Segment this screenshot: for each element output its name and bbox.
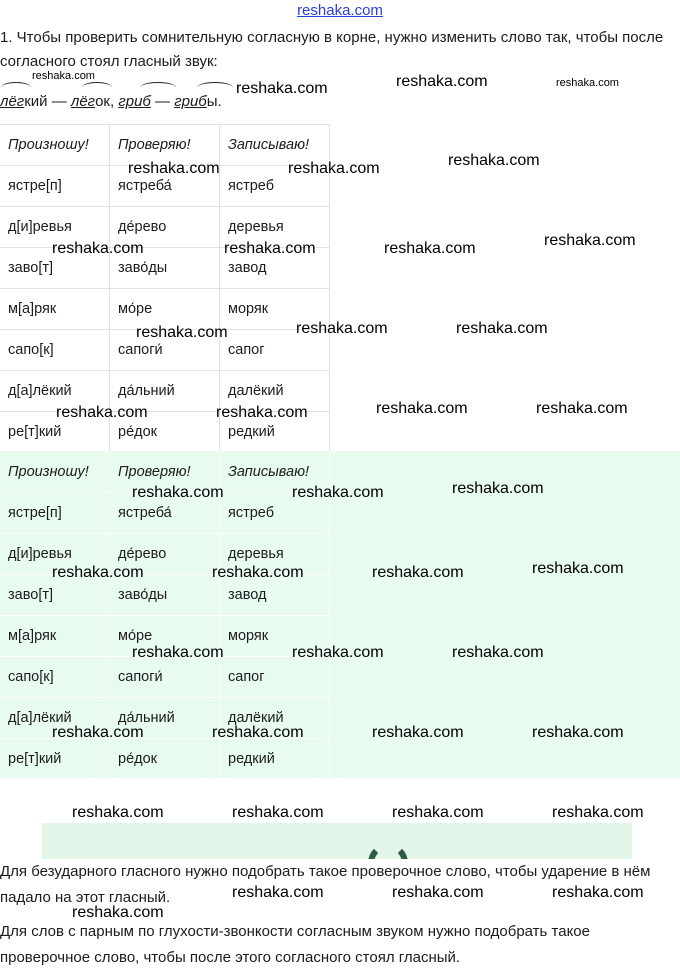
rule-vowel-text: Для безударного гласного нужно подобрать такое проверочное слово, чтобы ударение в нём падало на этот гласный.: [0, 859, 676, 911]
cell-pronounce: д[и]ревья: [0, 207, 110, 248]
watermark-text: reshaka.com: [132, 484, 224, 501]
example-ending: ы.: [206, 93, 222, 110]
watermark-text: reshaka.com: [56, 404, 148, 421]
watermark-text: reshaka.com: [452, 644, 544, 661]
watermark-text: reshaka.com: [552, 884, 644, 901]
cell-pronounce: сапо[к]: [0, 657, 110, 698]
watermark-text: reshaka.com: [72, 804, 164, 821]
watermark-text: reshaka.com: [224, 240, 316, 257]
cell-pronounce: ре[т]кий: [0, 412, 110, 453]
watermark-text: reshaka.com: [556, 77, 619, 89]
watermark-text: reshaka.com: [216, 404, 308, 421]
watermark-text: reshaka.com: [136, 324, 228, 341]
site-link[interactable]: reshaka.com: [297, 2, 383, 19]
cell-write: ястреб: [220, 493, 330, 534]
watermark-text: reshaka.com: [52, 724, 144, 741]
watermark-text: reshaka.com: [532, 560, 624, 577]
watermark-text: reshaka.com: [132, 644, 224, 661]
cell-write: редкий: [220, 739, 330, 780]
watermark-text: reshaka.com: [532, 724, 624, 741]
example-words: [0, 93, 222, 110]
watermark-text: reshaka.com: [384, 240, 476, 257]
watermark-text: reshaka.com: [392, 884, 484, 901]
watermark-text: reshaka.com: [128, 160, 220, 177]
example-root: гриб: [174, 93, 207, 110]
watermark-text: reshaka.com: [296, 320, 388, 337]
cell-write: далёкий: [220, 371, 330, 412]
ad-banner[interactable]: [42, 823, 632, 859]
cell-pronounce: сапо[к]: [0, 330, 110, 371]
watermark-text: reshaka.com: [52, 564, 144, 581]
header-write: Записываю!: [220, 452, 330, 493]
watermark-text: reshaka.com: [456, 320, 548, 337]
example-root: гриб: [118, 93, 151, 110]
watermark-text: reshaka.com: [552, 804, 644, 821]
example-root: лёг: [70, 93, 96, 110]
cell-pronounce: ястре[п]: [0, 493, 110, 534]
cell-pronounce: ре[т]кий: [0, 739, 110, 780]
watermark-text: reshaka.com: [72, 904, 164, 921]
watermark-text: reshaka.com: [448, 152, 540, 169]
cell-check: ре́док: [110, 739, 220, 780]
watermark-text: reshaka.com: [292, 484, 384, 501]
cell-pronounce: д[и]ревья: [0, 534, 110, 575]
task-text: 1. Чтобы проверить сомнительную согласную в корне, нужно изменить слово так, чтобы после согласного стоял гласный звук:: [0, 29, 664, 70]
watermark-text: reshaka.com: [544, 232, 636, 249]
cell-check: заво́ды: [110, 248, 220, 289]
cell-check: ястреба́: [110, 166, 220, 207]
example-dash: —: [47, 93, 71, 110]
watermark-text: reshaka.com: [288, 160, 380, 177]
root-arc: [1, 82, 31, 93]
watermark-text: reshaka.com: [212, 724, 304, 741]
cell-write: далёкий: [220, 698, 330, 739]
watermark-text: reshaka.com: [392, 804, 484, 821]
cell-pronounce: заво[т]: [0, 248, 110, 289]
watermark-text: reshaka.com: [232, 884, 324, 901]
watermark-text: reshaka.com: [236, 80, 328, 97]
example-dash: —: [150, 93, 175, 110]
watermark-text: reshaka.com: [292, 644, 384, 661]
cell-check: мо́ре: [110, 289, 220, 330]
cell-check: ре́док: [110, 412, 220, 453]
cell-check: ястреба́: [110, 493, 220, 534]
root-arc: [140, 82, 176, 93]
watermark-text: reshaka.com: [372, 564, 464, 581]
cell-write: завод: [220, 575, 330, 616]
cell-check: сапоги́: [110, 330, 220, 371]
header-pronounce: Произношу!: [0, 125, 110, 166]
watermark-text: reshaka.com: [372, 724, 464, 741]
watermark-text: reshaka.com: [536, 400, 628, 417]
cell-pronounce: д[а]лёкий: [0, 371, 110, 412]
table-row: [0, 657, 330, 698]
cell-write: деревья: [220, 534, 330, 575]
watermark-text: reshaka.com: [52, 240, 144, 257]
example-ending: ок,: [95, 93, 115, 110]
cell-write: сапог: [220, 330, 330, 371]
cell-write: деревья: [220, 207, 330, 248]
rule-consonant-text: Для слов с парным по глухости-звонкости согласным звуком нужно подобрать такое проверочное слово, чтобы после этого согласного стоял гласный.: [0, 919, 676, 971]
cell-write: моряк: [220, 289, 330, 330]
header-pronounce: Произношу!: [0, 452, 110, 493]
root-arc: [82, 82, 112, 93]
cell-check: заво́ды: [110, 575, 220, 616]
table-row: [0, 739, 330, 780]
cell-pronounce: ястре[п]: [0, 166, 110, 207]
cell-check: де́рево: [110, 207, 220, 248]
cell-pronounce: заво[т]: [0, 575, 110, 616]
cell-check: сапоги́: [110, 657, 220, 698]
cell-pronounce: м[а]ряк: [0, 616, 110, 657]
example-root: лёг: [0, 93, 25, 110]
header-check: Проверяю!: [110, 125, 220, 166]
watermark-text: reshaka.com: [32, 70, 95, 82]
watermark-text: reshaka.com: [376, 400, 468, 417]
cell-pronounce: м[а]ряк: [0, 289, 110, 330]
header-check: Проверяю!: [110, 452, 220, 493]
cell-write: сапог: [220, 657, 330, 698]
header-write: Записываю!: [220, 125, 330, 166]
root-arc: [197, 82, 233, 93]
watermark-text: reshaka.com: [212, 564, 304, 581]
watermark-text: reshaka.com: [452, 480, 544, 497]
cell-write: моряк: [220, 616, 330, 657]
cell-check: да́льний: [110, 698, 220, 739]
watermark-text: reshaka.com: [232, 804, 324, 821]
cell-check: де́рево: [110, 534, 220, 575]
cell-check: мо́ре: [110, 616, 220, 657]
cell-write: редкий: [220, 412, 330, 453]
cell-write: завод: [220, 248, 330, 289]
cell-pronounce: д[а]лёкий: [0, 698, 110, 739]
cell-write: ястреб: [220, 166, 330, 207]
watermark-text: reshaka.com: [396, 73, 488, 90]
cell-check: да́льний: [110, 371, 220, 412]
example-ending: кий: [24, 93, 48, 110]
